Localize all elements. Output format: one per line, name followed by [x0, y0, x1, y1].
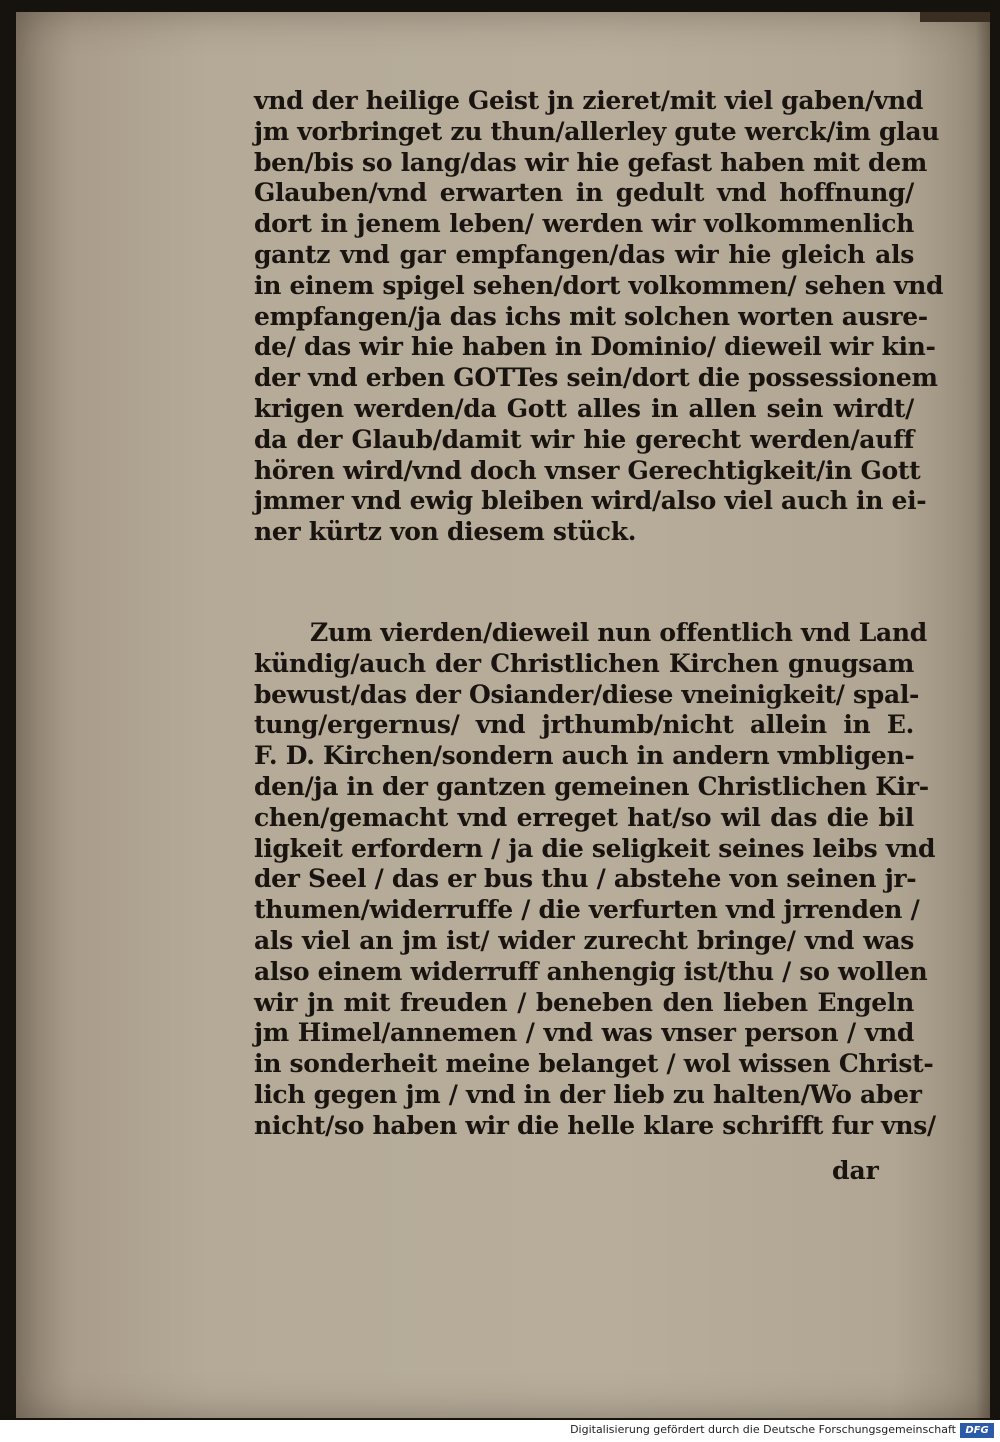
text-line: hören wird/vnd doch vnser Gerechtigkeit/in Gott: [254, 455, 921, 485]
text-line: ner kürtz von diesem stück.: [254, 517, 637, 547]
text-line: Zum vierden/dieweil nun offentlich vnd Land: [310, 618, 927, 647]
catchword: dar: [832, 1156, 879, 1185]
text-line: tung/ergernus/ vnd jrthumb/nicht allein in E.: [254, 710, 914, 740]
text-line: de/ das wir hie haben in Dominio/ dieweil wir kin-: [254, 332, 936, 362]
dfg-logo-icon: DFG: [960, 1423, 994, 1438]
text-line: jmmer vnd ewig bleiben wird/also viel auch in ei-: [254, 486, 927, 516]
text-line: Glauben/vnd erwarten in gedult vnd hoffnung/: [254, 178, 914, 208]
page-corner: [920, 12, 990, 22]
text-line: ligkeit erfordern / ja die seligkeit seines leibs vnd: [254, 833, 936, 863]
text-line: vnd der heilige Geist jn zieret/mit viel gaben/vnd: [254, 86, 924, 115]
paragraph-2: [254, 618, 936, 1142]
footer-credit: Digitalisierung gefördert durch die Deutsche Forschungsgemeinschaft: [570, 1423, 956, 1436]
text-line: F. D. Kirchen/sondern auch in andern vmbligen-: [254, 741, 915, 771]
text-line: nicht/so haben wir die helle klare schrifft fur vns/: [254, 1110, 936, 1140]
text-line: also einem widerruff anhengig ist/thu / so wollen: [254, 956, 928, 986]
text-line: chen/gemacht vnd erreget hat/so wil das die bil: [254, 802, 914, 832]
text-line: thumen/widerruffe / die verfurten vnd jrrenden /: [254, 895, 920, 925]
text-line: lich gegen jm / vnd in der lieb zu halten/Wo aber: [254, 1079, 922, 1109]
footer-bar: [0, 1420, 1000, 1442]
text-line: jm vorbringet zu thun/allerley gute werck/im glau: [254, 116, 940, 146]
text-line: der Seel / das er bus thu / abstehe von seinen jr-: [254, 864, 917, 894]
text-line: wir jn mit freuden / beneben den lieben Engeln: [254, 987, 914, 1017]
text-line: krigen werden/da Gott alles in allen sein wirdt/: [254, 393, 914, 423]
text-line: empfangen/ja das ichs mit solchen worten ausre-: [254, 301, 928, 331]
page-edge-shadow: [976, 12, 990, 1418]
text-line: jm Himel/annemen / vnd was vnser person / vnd: [254, 1018, 914, 1048]
text-line: kündig/auch der Christlichen Kirchen gnugsam: [254, 648, 914, 678]
text-line: der vnd erben GOTTes sein/dort die possessionem: [254, 363, 938, 393]
text-line: da der Glaub/damit wir hie gerecht werden/auff: [254, 424, 914, 454]
text-line: bewust/das der Osiander/diese vneinigkeit/ spal-: [254, 679, 920, 709]
paragraph-1: [254, 86, 944, 548]
text-line: den/ja in der gantzen gemeinen Christlichen Kir-: [254, 771, 929, 801]
text-line: in sonderheit meine belanget / wol wissen Christ-: [254, 1049, 934, 1079]
text-line: in einem spigel sehen/dort volkommen/ sehen vnd: [254, 270, 944, 300]
text-line: dort in jenem leben/ werden wir volkommenlich: [254, 209, 914, 239]
text-line: als viel an jm ist/ wider zurecht bringe/ vnd was: [254, 925, 914, 955]
text-line: ben/bis so lang/das wir hie gefast haben mit dem: [254, 147, 927, 177]
text-line: gantz vnd gar empfangen/das wir hie gleich als: [254, 239, 914, 269]
